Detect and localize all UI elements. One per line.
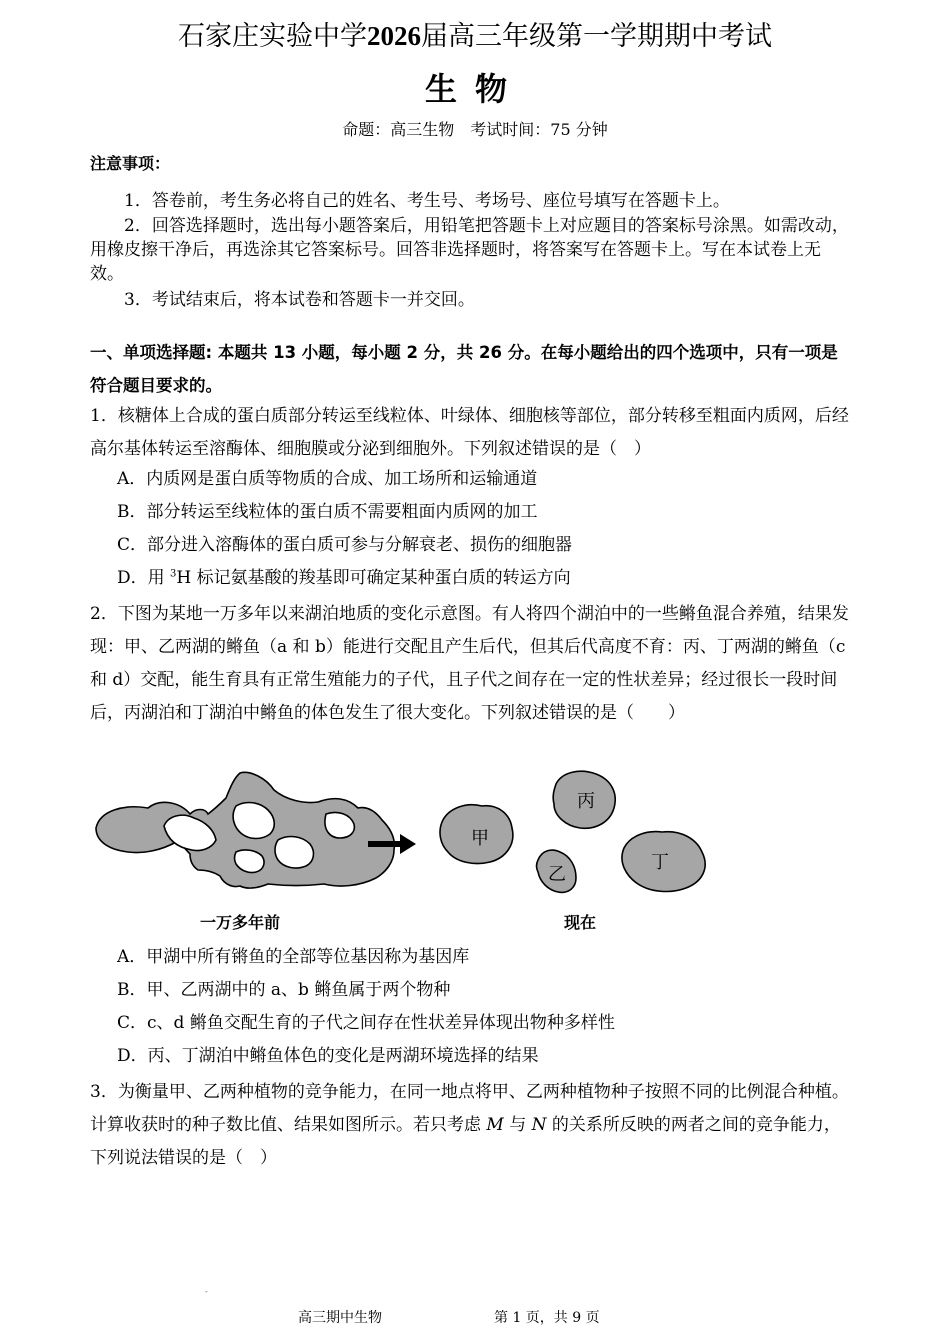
footer-page-number: 第 1 页，共 9 页: [494, 1310, 600, 1326]
notice-item-1: 1．答卷前，考生务必将自己的姓名、考生号、考场号、座位号填写在答题卡上。: [124, 191, 730, 211]
q2-stem: 2．下图为某地一万多年以来湖泊地质的变化示意图。有人将四个湖泊中的一些鳉鱼混合养殖，结果发现：甲、乙两湖的鳉鱼（a 和 b）能进行交配且产生后代，但其后代高度不育：丙、丁两湖的鳉鱼（c 和 d）交配，能生育具有正常生殖能力的子代，且子代之间存在一定的性状差异；经过很长一段时间后，丙湖泊和丁湖泊中鳉鱼的体色发生了很大变化。下列叙述错误的是（ ）: [90, 604, 849, 723]
lake-change-figure: [90, 768, 730, 938]
q1-option-a: A．内质网是蛋白质等物质的合成、加工场所和运输通道: [117, 469, 538, 489]
exam-title: [0, 14, 950, 53]
lake-bing-label: 丙: [577, 791, 595, 812]
section-heading: 一、单项选择题: 本题共 13 小题，每小题 2 分，共 26 分。在每小题给出的四个选项中，只有一项是符合题目要求的。: [90, 343, 838, 395]
caption-now: 现在: [563, 913, 597, 932]
q3-variable-m: M: [486, 1115, 504, 1135]
q1-d-text: D．用: [117, 568, 171, 588]
subject-title: 生物: [424, 70, 525, 108]
q2-option-c: C．c、d 鳉鱼交配生育的子代之间存在性状差异体现出物种多样性: [117, 1013, 615, 1033]
q2-option-a: A．甲湖中所有锵鱼的全部等位基因称为基因库: [117, 947, 470, 967]
q3-stem-part-1: 3．为衡量甲、乙两种植物的竞争能力，在同一地点将甲、乙两种植物种子按照不同的比例混合种植。计算收获时的种子数比值、结果如图所示。若只考虑: [90, 1082, 849, 1135]
notice-item-2: 2．回答选择题时，选出每小题答案后，用铅笔把答题卡上对应题目的答案标号涂黑。如需改动，用橡皮擦干净后，再选涂其它答案标号。回答非选择题时，将答案写在答题卡上。写在本试卷上无效。: [90, 216, 849, 284]
notice-heading: 注意事项：: [90, 154, 171, 173]
lake-jia-label: 甲: [471, 828, 489, 849]
exam-meta: 命题：高三生物 考试时间：75 分钟: [342, 120, 608, 139]
ancient-lake: [96, 772, 394, 888]
q1-stem: 1．核糖体上合成的蛋白质部分转运至线粒体、叶绿体、细胞核等部位，部分转移至粗面内质网，后经高尔基体转运至溶酶体、细胞膜或分泌到细胞外。下列叙述错误的是（ ）: [90, 406, 849, 459]
q3-stem-part-3: 的关系所反映的两者之间的竞争能力，下列说法错误的是（ ）: [90, 1115, 841, 1168]
lake-yi-label: 乙: [548, 864, 566, 885]
q3-stem: [90, 1076, 850, 1175]
stray-mark: -: [205, 1287, 208, 1296]
q3-variable-n: N: [531, 1115, 547, 1135]
caption-ten-thousand-years-ago: 一万多年前: [199, 913, 281, 932]
title-year: 2026: [367, 21, 421, 51]
notice-item-3: 3．考试结束后，将本试卷和答题卡一并交回。: [124, 290, 475, 310]
title-exam-name: 届高三年级第一学期期中考试: [421, 21, 772, 52]
island-3: [275, 837, 313, 868]
q3-stem-part-2: 与: [503, 1115, 532, 1135]
footer-subject: 高三期中生物: [298, 1310, 382, 1326]
q1-option-c: C．部分进入溶酶体的蛋白质可参与分解衰老、损伤的细胞器: [117, 535, 573, 555]
q2-option-b: B．甲、乙两湖中的 a、b 鳉鱼属于两个物种: [117, 980, 451, 1000]
title-school: 石家庄实验中学: [178, 21, 367, 52]
lake-ding-label: 丁: [651, 852, 669, 873]
q1-option-b: B．部分转运至线粒体的蛋白质不需要粗面内质网的加工: [117, 502, 538, 522]
q1-d-superscript: 3: [170, 568, 177, 580]
q2-option-d: D．丙、丁湖泊中鳉鱼体色的变化是两湖环境选择的结果: [117, 1046, 539, 1066]
q1-option-d: [117, 566, 571, 590]
q1-d-text-rest: H 标记氨基酸的羧基即可确定某种蛋白质的转运方向: [176, 568, 571, 588]
